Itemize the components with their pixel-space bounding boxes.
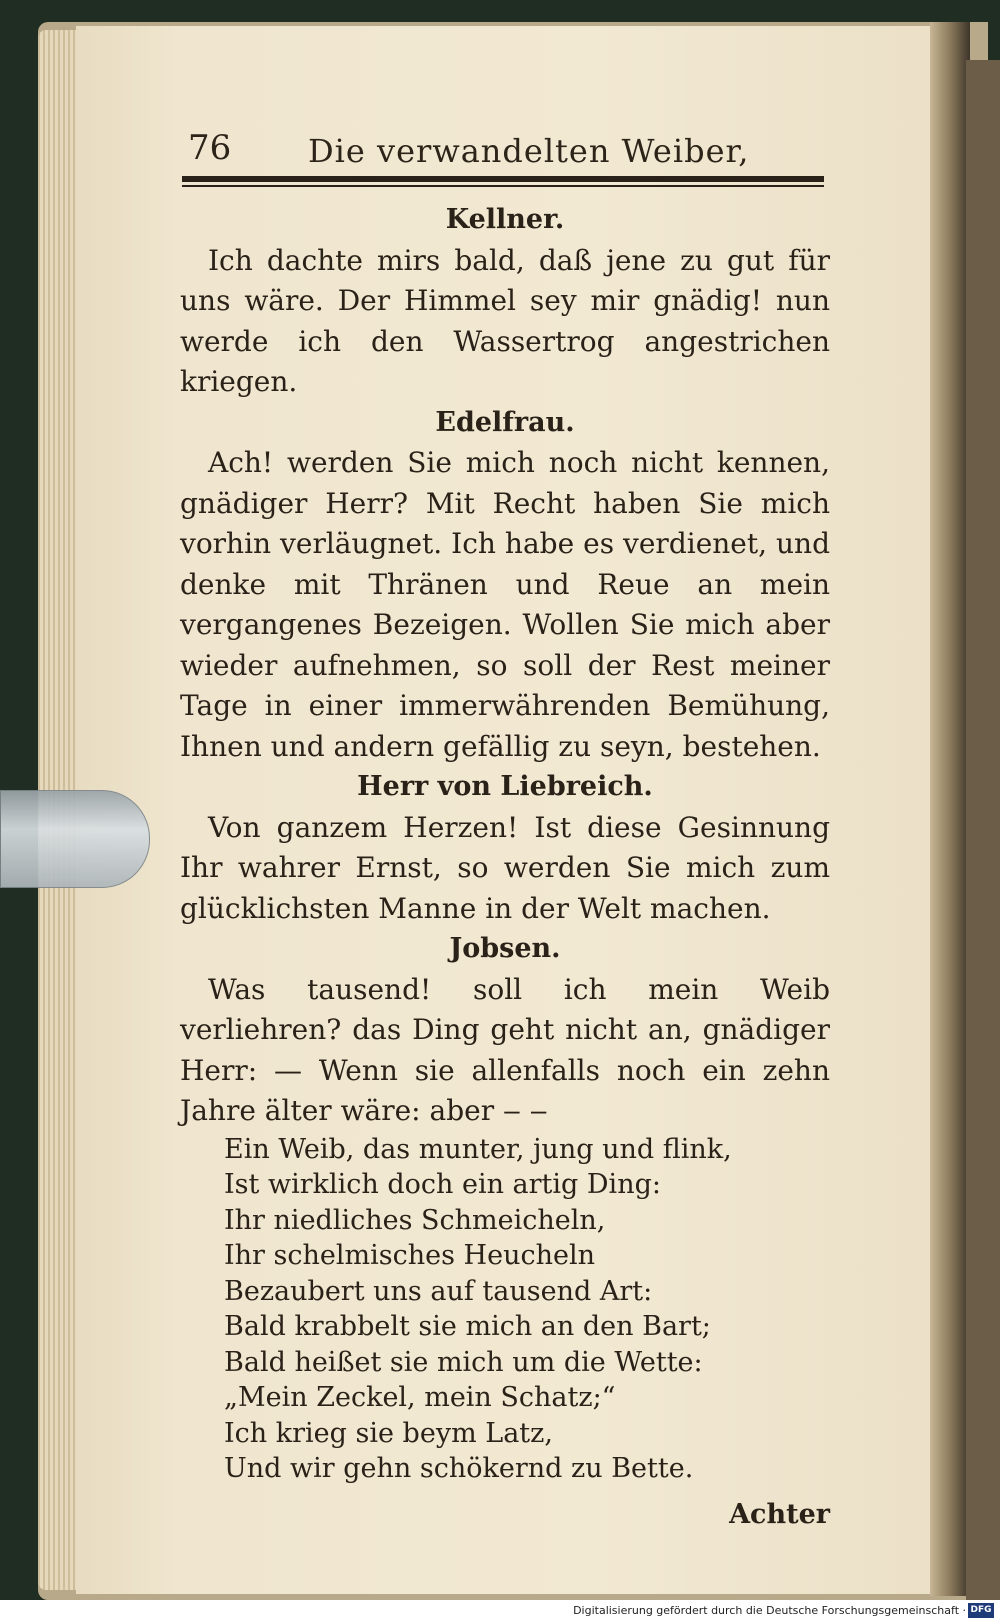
page-text: [180, 200, 830, 1535]
dfg-logo: DFG: [968, 1603, 994, 1618]
speaker-label: Kellner.: [445, 204, 565, 235]
catchword: Achter: [729, 1498, 830, 1530]
verse-line: Bald krabbelt sie mich an den Bart;: [224, 1311, 711, 1342]
verse-line: „Mein Zeckel, mein Schatz;“: [224, 1382, 616, 1413]
dialogue-paragraph: Von ganzem Herzen! Ist diese Gesinnung Ihr wahrer Ernst, so werden Sie mich zum glücklichsten Manne in der Welt machen.: [180, 810, 830, 925]
page-number: 76: [188, 128, 232, 168]
header-rule: [182, 176, 824, 182]
spine-shadow: [930, 22, 970, 1596]
verse-line: Ich krieg sie beym Latz,: [224, 1417, 553, 1449]
dialogue-paragraph: Ich dachte mirs bald, daß jene zu gut für uns wäre. Der Himmel sey mir gnädig! nun werde ich den Wassertrog angestrichen kriegen.: [180, 243, 830, 398]
page-header: [180, 128, 830, 178]
footer-band: [0, 1600, 1000, 1622]
cover-edge: [966, 60, 1000, 1600]
speaker-label: Edelfrau.: [435, 406, 575, 438]
verse-line: Ihr niedliches Schmeicheln,: [224, 1204, 606, 1236]
funding-credit: Digitalisierung gefördert durch die Deutsche Forschungsgemeinschaft ·: [573, 1604, 966, 1617]
verse-line: Bald heißet sie mich um die Wette:: [224, 1346, 703, 1378]
verse-line: Und wir gehn schökernd zu Bette.: [224, 1453, 694, 1484]
verse-line: Bezaubert uns auf tausend Art:: [224, 1275, 653, 1307]
running-title: Die verwandelten Weiber,: [308, 132, 750, 170]
header-rule-thin: [182, 185, 824, 187]
verse-line: Ihr schelmisches Heucheln: [224, 1240, 595, 1271]
page-clip: [0, 790, 150, 888]
song-verse: [180, 1132, 830, 1487]
verse-line: Ist wirklich doch ein artig Ding:: [224, 1169, 661, 1200]
speaker-label: Herr von Liebreich.: [357, 771, 653, 802]
verse-line: Ein Weib, das munter, jung und flink,: [224, 1133, 732, 1165]
dialogue-paragraph: Ach! werden Sie mich noch nicht kennen, gnädiger Herr? Mit Recht haben Sie mich vorhin verläugnet. Ich habe es verdienet, und denke mit Thränen und Reue an mein vergangenes Bezeigen. Wollen Sie mich aber wieder aufnehmen, so soll der Rest meiner Tage in einer immerwährenden Bemühung, Ihnen und andern gefällig zu seyn, bestehen.: [180, 446, 830, 763]
speaker-label: Jobsen.: [449, 933, 561, 964]
dialogue-paragraph: Was tausend! soll ich mein Weib verliehren? das Ding geht nicht an, gnädiger Herr: — Wenn sie allenfalls noch ein zehn Jahre älter wäre: aber ‒ ‒: [180, 972, 830, 1127]
